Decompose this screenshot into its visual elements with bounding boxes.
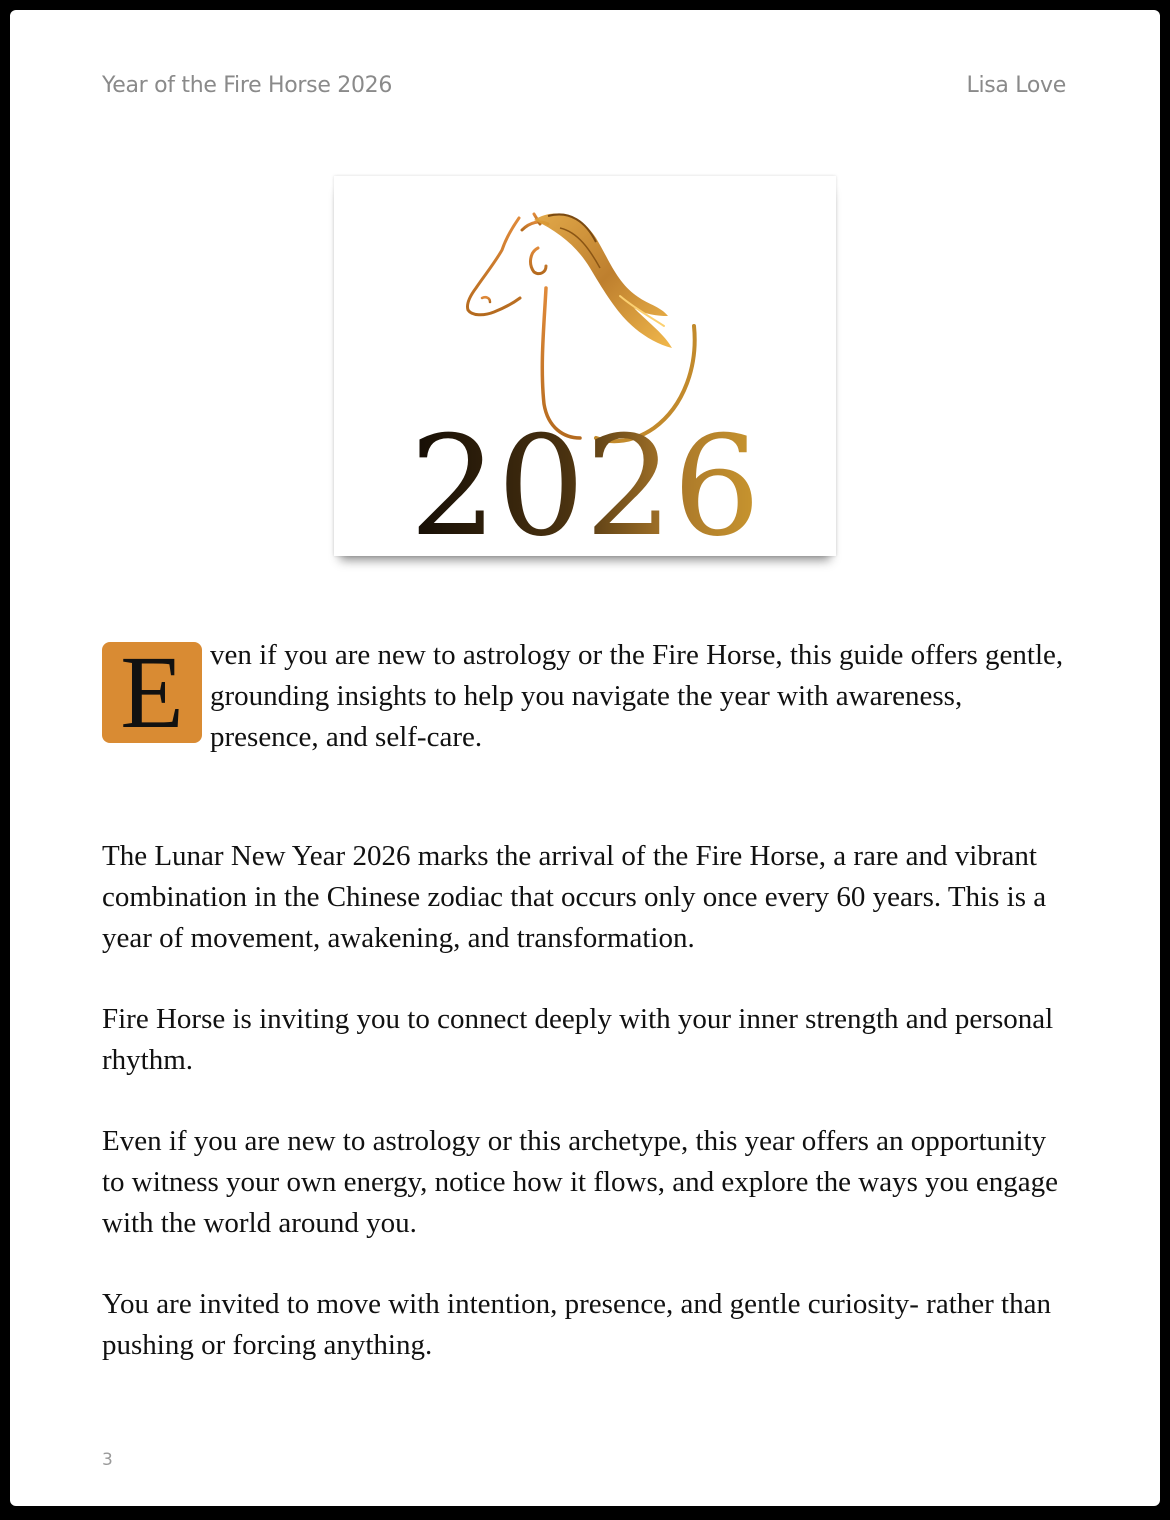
paragraph: Fire Horse is inviting you to connect deeply with your inner strength and personal rhythm.: [102, 1003, 1054, 1076]
running-header-title: Year of the Fire Horse 2026: [102, 73, 393, 98]
paragraph: You are invited to move with intention, presence, and gentle curiosity- rather than pushing or forcing anything.: [102, 1288, 1051, 1361]
page-number: 3: [102, 1450, 113, 1470]
paragraph: Even if you are new to astrology or this archetype, this year offers an opportunity to witness your own energy, notice how it flows, and explore the ways you engage with the world around you.: [102, 1125, 1058, 1239]
running-header-author: Lisa Love: [966, 73, 1066, 98]
drop-cap-letter: E: [102, 642, 202, 743]
body-text: [102, 836, 1062, 1406]
fire-horse-image: [334, 176, 836, 556]
horse-head-logo-icon: [334, 176, 836, 556]
document-page: [10, 10, 1160, 1506]
year-2026-text: 2026: [409, 406, 761, 556]
paragraph: The Lunar New Year 2026 marks the arrival of the Fire Horse, a rare and vibrant combination in the Chinese zodiac that occurs only once every 60 years. This is a year of movement, awakening, and transformation.: [102, 840, 1047, 954]
intro-paragraph: ven if you are new to astrology or the Fire Horse, this guide offers gentle, grounding insights to help you navigate the year with awareness, presence, and self-care.: [210, 639, 1064, 753]
